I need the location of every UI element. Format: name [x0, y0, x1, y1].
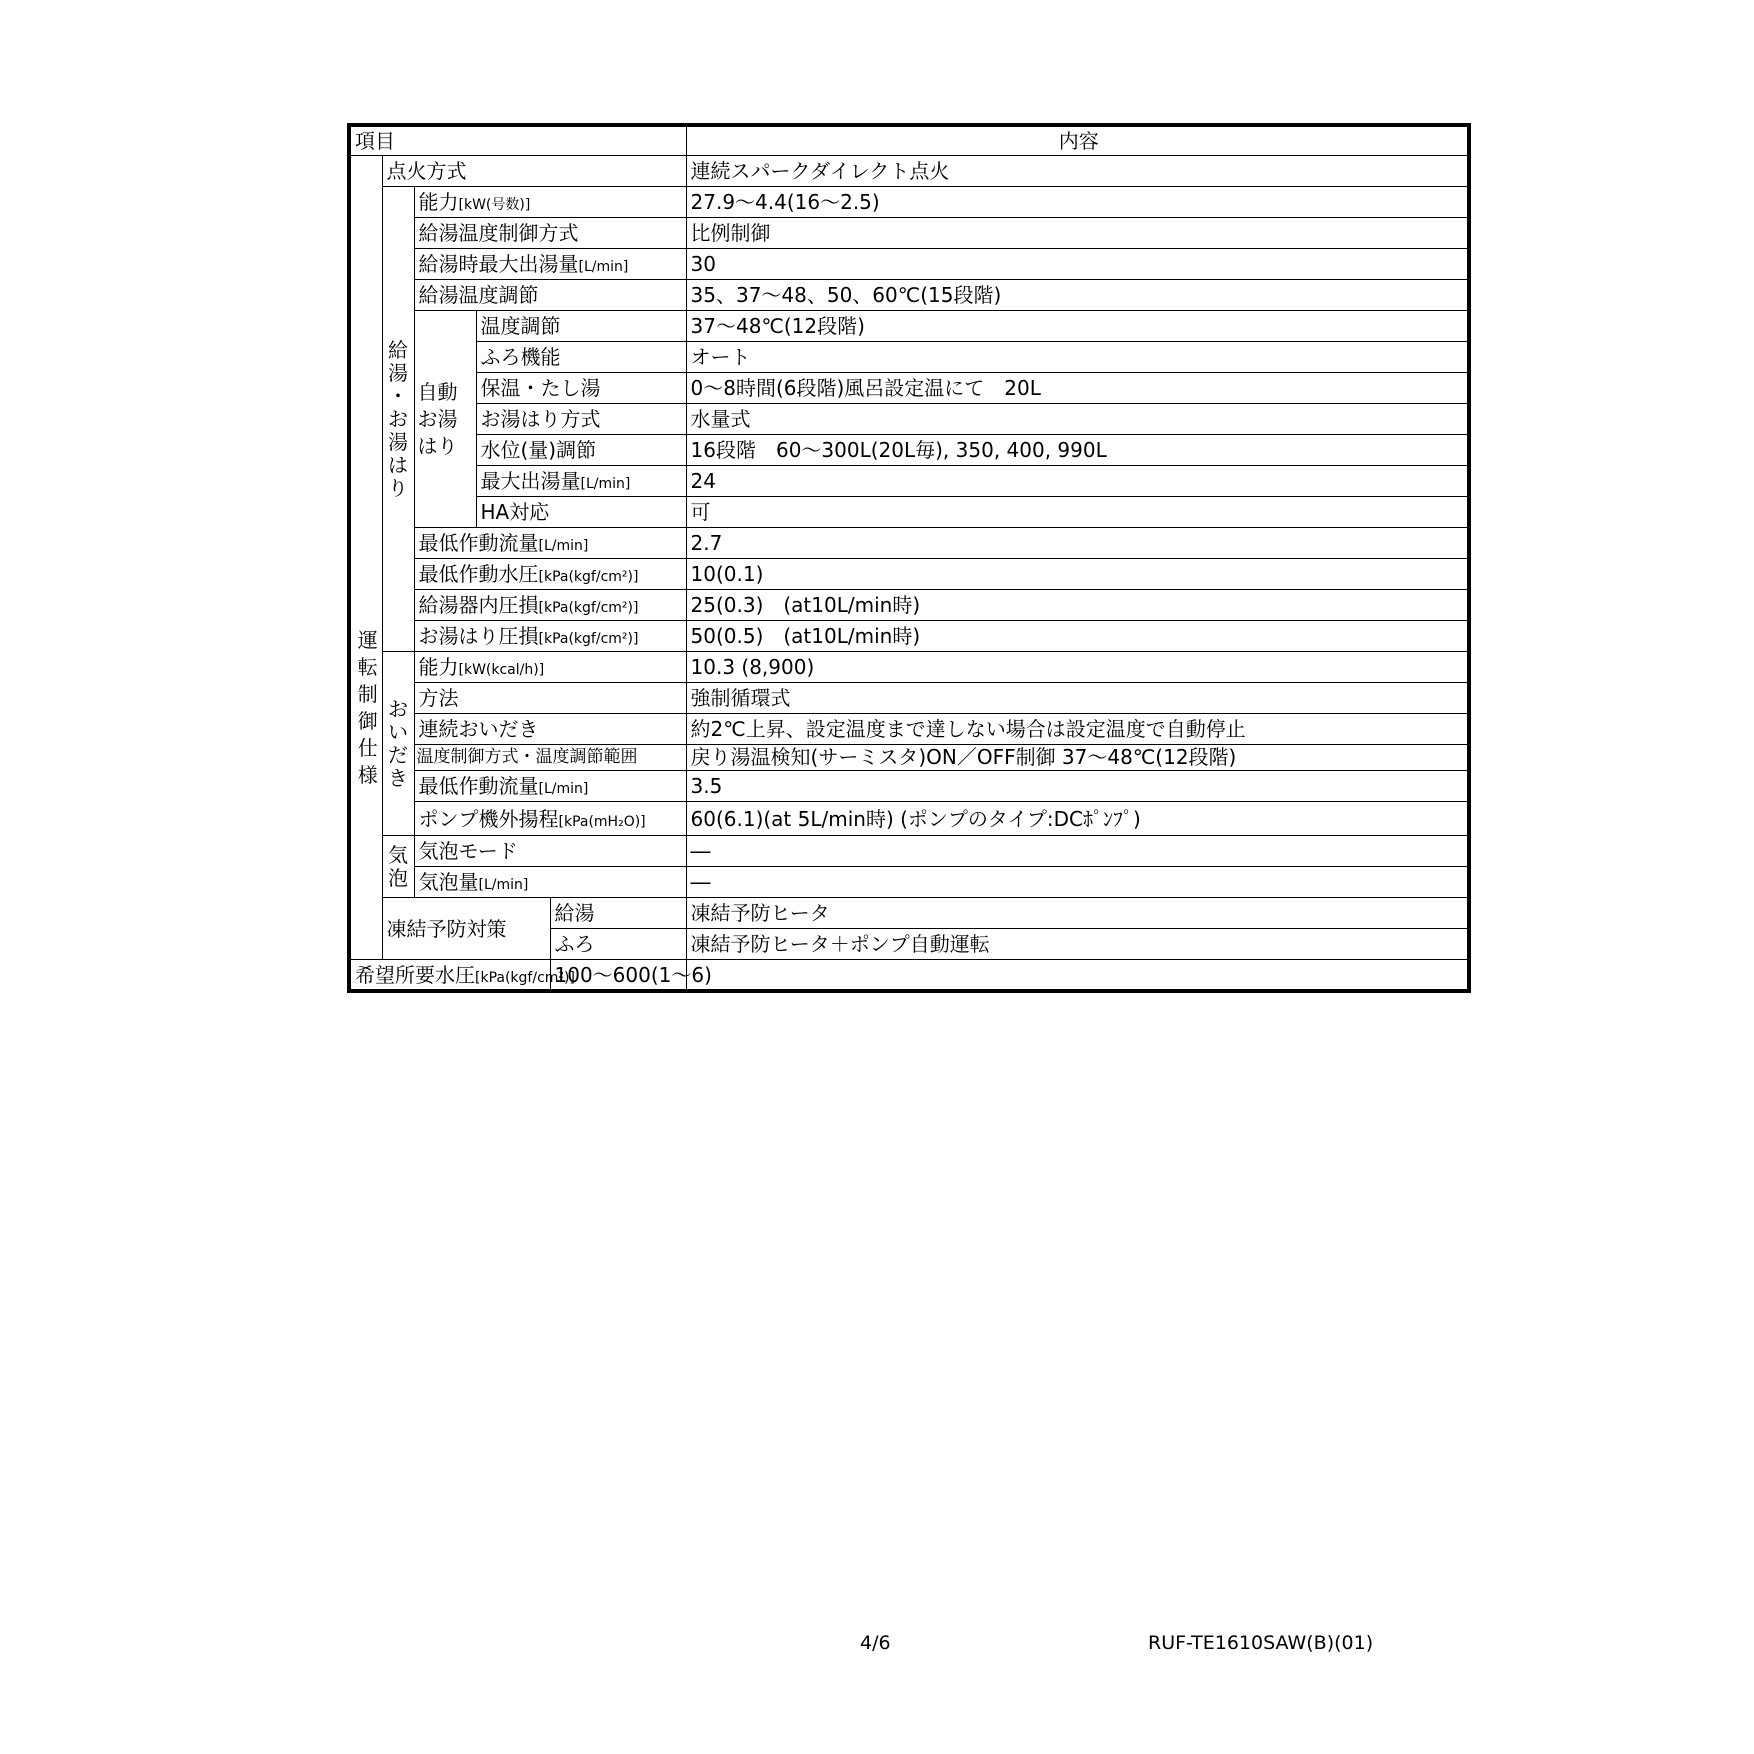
table-row — [349, 404, 1469, 435]
header-content: 内容 — [686, 125, 1469, 156]
row-value: 可 — [686, 496, 1469, 527]
table-row — [349, 651, 1469, 682]
group-main: 運 転 制 御 仕 様 — [349, 156, 382, 960]
row-value: 2.7 — [686, 527, 1469, 558]
group-touketsu: 凍結予防対策 — [382, 898, 550, 960]
row-value: 16段階 60～300L(20L毎), 350, 400, 990L — [686, 435, 1469, 466]
row-label: お湯はり方式 — [476, 404, 686, 435]
table-row — [349, 496, 1469, 527]
spec-table — [347, 123, 1471, 993]
row-label: 保温・たし湯 — [476, 373, 686, 404]
group-jidou: 自動 お湯 はり — [414, 311, 476, 528]
table-row — [349, 960, 1469, 991]
table-row — [349, 744, 1469, 771]
row-value: ― — [686, 867, 1469, 898]
table-row — [349, 187, 1469, 218]
row-value: 24 — [686, 465, 1469, 496]
table-row — [349, 836, 1469, 867]
row-value: ― — [686, 836, 1469, 867]
table-row — [349, 558, 1469, 589]
table-row — [349, 620, 1469, 651]
row-value: 35、37～48、50、60℃(15段階) — [686, 280, 1469, 311]
row-label: 温度制御方式・温度調節範囲 — [414, 744, 686, 771]
table-row — [349, 156, 1469, 187]
group-kyuyu: 給 湯 ・ お 湯 は り — [382, 187, 414, 651]
row-value: 25(0.3) (at10L/min時) — [686, 589, 1469, 620]
row-label: 給湯時最大出湯量[L/min] — [414, 249, 686, 280]
table-row — [349, 465, 1469, 496]
row-label: 最低作動流量[L/min] — [414, 527, 686, 558]
row-value: 約2℃上昇、設定温度まで達しない場合は設定温度で自動停止 — [686, 713, 1469, 744]
row-value: 37～48℃(12段階) — [686, 311, 1469, 342]
row-label: ふろ — [550, 929, 686, 960]
header-item: 項目 — [349, 125, 686, 156]
row-label: 給湯温度制御方式 — [414, 218, 686, 249]
row-value: 10(0.1) — [686, 558, 1469, 589]
row-value: 連続スパークダイレクト点火 — [686, 156, 1469, 187]
row-value: 10.3 (8,900) — [686, 651, 1469, 682]
table-row — [349, 527, 1469, 558]
row-label: 水位(量)調節 — [476, 435, 686, 466]
table-row — [349, 802, 1469, 836]
table-row — [349, 249, 1469, 280]
table-row — [349, 373, 1469, 404]
table-row — [349, 867, 1469, 898]
row-label: 能力[kW(号数)] — [414, 187, 686, 218]
row-label: 連続おいだき — [414, 713, 686, 744]
row-label: 希望所要水圧[kPa(kgf/cm²)] — [349, 960, 550, 991]
row-value: 50(0.5) (at10L/min時) — [686, 620, 1469, 651]
table-row — [349, 589, 1469, 620]
table-row — [349, 771, 1469, 802]
row-value: オート — [686, 342, 1469, 373]
row-label: ポンプ機外揚程[kPa(mH₂O)] — [414, 802, 686, 836]
row-label: 給湯温度調節 — [414, 280, 686, 311]
row-label: 能力[kW(kcal/h)] — [414, 651, 686, 682]
row-value: 30 — [686, 249, 1469, 280]
row-value: 100～600(1～6) — [550, 960, 686, 991]
row-value: 強制循環式 — [686, 682, 1469, 713]
row-label: ふろ機能 — [476, 342, 686, 373]
row-value: 凍結予防ヒータ — [686, 898, 1469, 929]
row-value: 比例制御 — [686, 218, 1469, 249]
table-row — [349, 311, 1469, 342]
row-value: 水量式 — [686, 404, 1469, 435]
row-label: 給湯 — [550, 898, 686, 929]
table-row — [349, 682, 1469, 713]
page-number: 4/6 — [860, 1632, 891, 1654]
row-value: 0～8時間(6段階)風呂設定温にて 20L — [686, 373, 1469, 404]
row-value: 戻り湯温検知(サーミスタ)ON／OFF制御 37～48℃(12段階) — [686, 744, 1469, 771]
row-value: 60(6.1)(at 5L/min時) (ポンプのタイプ:DCﾎﾟﾝﾌﾟ) — [686, 802, 1469, 836]
table-row — [349, 713, 1469, 744]
row-label: HA対応 — [476, 496, 686, 527]
table-row — [349, 218, 1469, 249]
group-kihou: 気 泡 — [382, 836, 414, 898]
table-row — [349, 898, 1469, 929]
row-value: 凍結予防ヒータ＋ポンプ自動運転 — [686, 929, 1469, 960]
row-value: 3.5 — [686, 771, 1469, 802]
model-number: RUF-TE1610SAW(B)(01) — [1148, 1632, 1374, 1654]
table-row — [349, 280, 1469, 311]
row-label: お湯はり圧損[kPa(kgf/cm²)] — [414, 620, 686, 651]
table-row — [349, 342, 1469, 373]
table-header-row — [349, 125, 1469, 156]
row-label: 最大出湯量[L/min] — [476, 465, 686, 496]
row-label: 気泡モード — [414, 836, 686, 867]
row-label: 方法 — [414, 682, 686, 713]
row-label: 点火方式 — [382, 156, 686, 187]
row-label: 温度調節 — [476, 311, 686, 342]
group-oidaki: お い だ き — [382, 651, 414, 836]
row-label: 最低作動流量[L/min] — [414, 771, 686, 802]
row-label: 気泡量[L/min] — [414, 867, 686, 898]
row-value: 27.9～4.4(16～2.5) — [686, 187, 1469, 218]
table-row — [349, 435, 1469, 466]
row-label: 給湯器内圧損[kPa(kgf/cm²)] — [414, 589, 686, 620]
row-label: 最低作動水圧[kPa(kgf/cm²)] — [414, 558, 686, 589]
